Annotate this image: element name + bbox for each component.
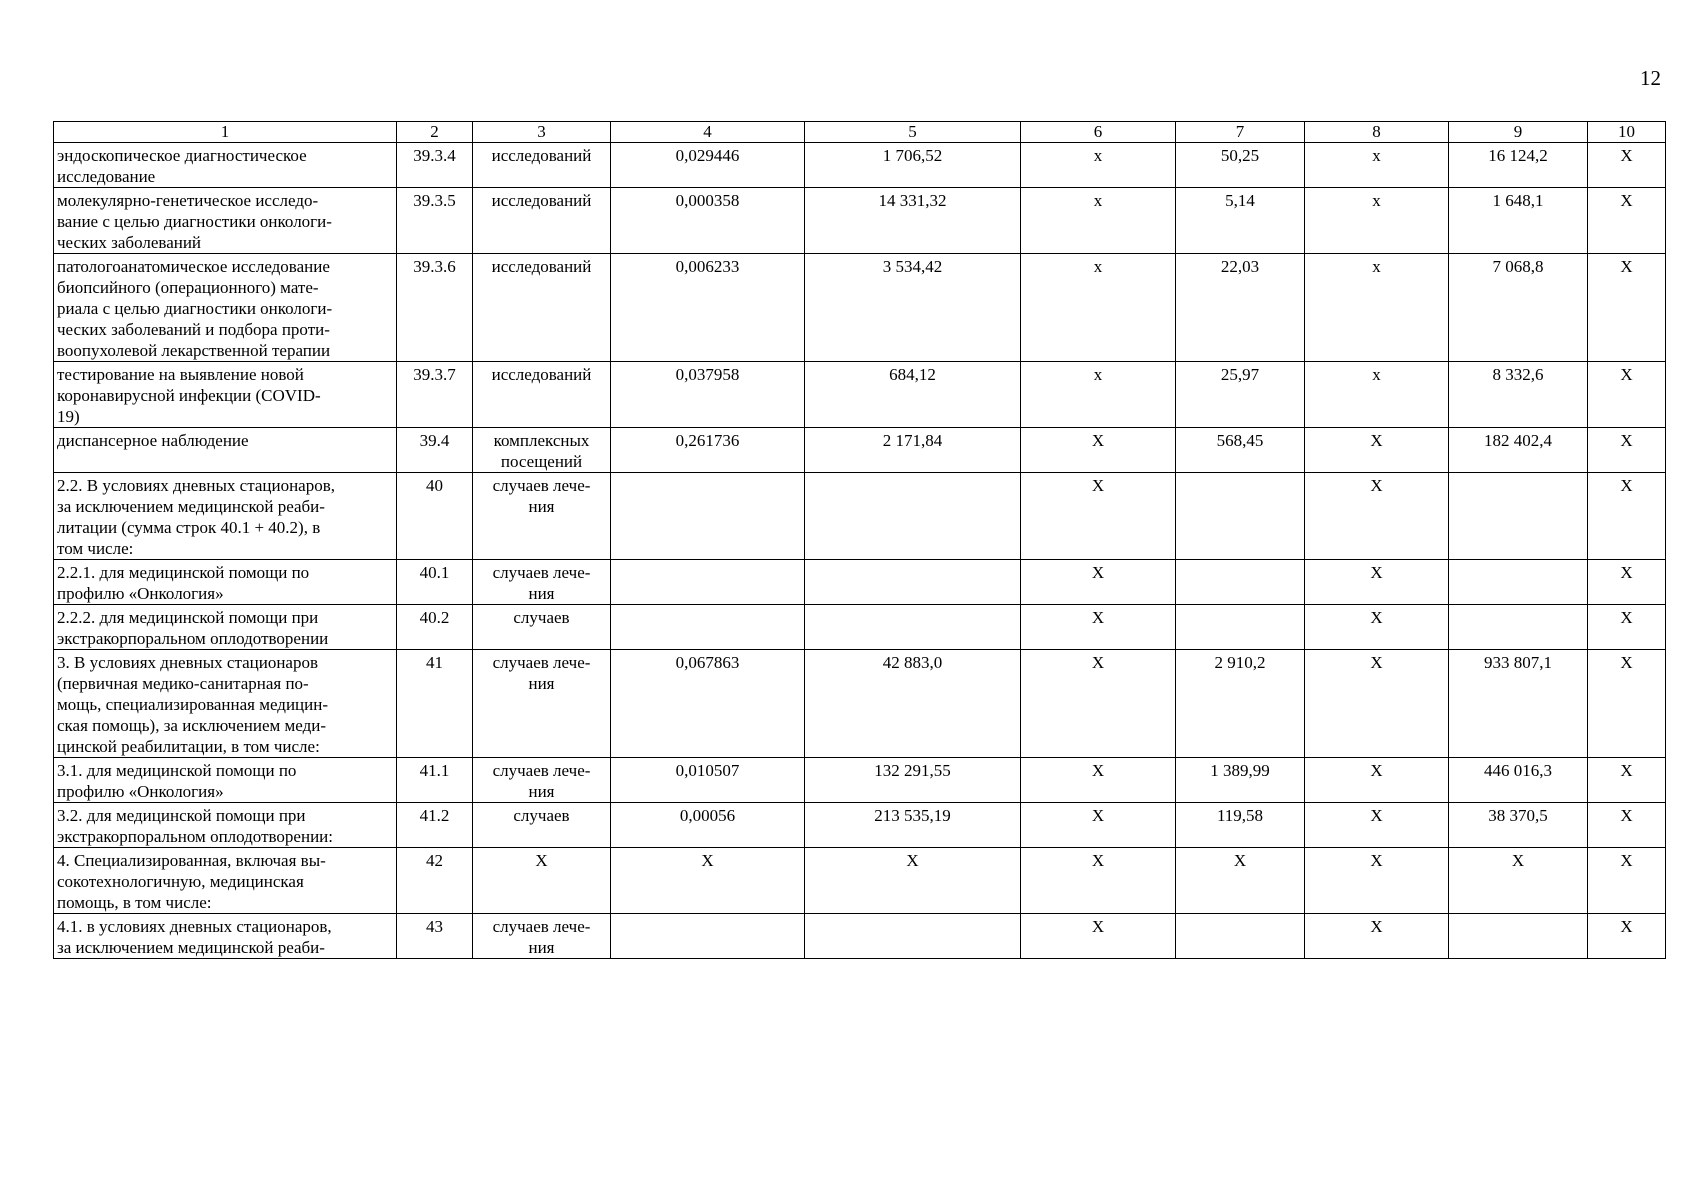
- table-cell-col-6: X: [1021, 803, 1176, 848]
- table-cell-col-4: 0,010507: [611, 758, 805, 803]
- table-row: [54, 428, 1666, 473]
- table-cell-col-4: 0,000358: [611, 188, 805, 254]
- table-cell-col-9: [1449, 473, 1588, 560]
- table-cell-col-7: 1 389,99: [1176, 758, 1305, 803]
- table-row: [54, 650, 1666, 758]
- page-number: 12: [1640, 66, 1661, 90]
- table-cell-col-6: x: [1021, 188, 1176, 254]
- table-row: [54, 188, 1666, 254]
- column-number-8: 8: [1305, 122, 1449, 143]
- table-cell-col-5: 1 706,52: [805, 143, 1021, 188]
- table-row: [54, 848, 1666, 914]
- table-cell-col-3: X: [473, 848, 611, 914]
- table-cell-col-4: [611, 914, 805, 959]
- table-cell-col-4: [611, 560, 805, 605]
- table-cell-col-3: случаев: [473, 803, 611, 848]
- row-label-cell: 4. Специализированная, включая вы- сокотехнологичную, медицинская помощь, в том числе:: [54, 848, 397, 914]
- table-cell-col-9: X: [1449, 848, 1588, 914]
- table-cell-col-8: X: [1305, 914, 1449, 959]
- table-cell-col-5: 14 331,32: [805, 188, 1021, 254]
- row-label-cell: 2.2.2. для медицинской помощи при экстракорпоральном оплодотворении: [54, 605, 397, 650]
- table-cell-col-7: [1176, 473, 1305, 560]
- table-cell-col-4: [611, 605, 805, 650]
- table-cell-col-5: 684,12: [805, 362, 1021, 428]
- table-cell-col-2: 40: [397, 473, 473, 560]
- column-number-2: 2: [397, 122, 473, 143]
- table-cell-col-2: 39.3.5: [397, 188, 473, 254]
- column-number-1: 1: [54, 122, 397, 143]
- table-cell-col-5: 213 535,19: [805, 803, 1021, 848]
- table-row: [54, 473, 1666, 560]
- table-cell-col-9: [1449, 605, 1588, 650]
- table-cell-col-10: X: [1588, 143, 1666, 188]
- table-cell-col-5: 2 171,84: [805, 428, 1021, 473]
- table-cell-col-5: [805, 605, 1021, 650]
- column-number-10: 10: [1588, 122, 1666, 143]
- table-cell-col-9: 933 807,1: [1449, 650, 1588, 758]
- table-cell-col-2: 42: [397, 848, 473, 914]
- table-row: [54, 560, 1666, 605]
- table-cell-col-9: 7 068,8: [1449, 254, 1588, 362]
- table-cell-col-6: x: [1021, 254, 1176, 362]
- table-cell-col-10: X: [1588, 428, 1666, 473]
- table-row: [54, 914, 1666, 959]
- table-row: [54, 803, 1666, 848]
- table-cell-col-10: X: [1588, 188, 1666, 254]
- table-cell-col-10: X: [1588, 803, 1666, 848]
- table-cell-col-8: x: [1305, 362, 1449, 428]
- table-cell-col-4: 0,037958: [611, 362, 805, 428]
- table-row: [54, 362, 1666, 428]
- table-cell-col-6: x: [1021, 143, 1176, 188]
- table-cell-col-10: X: [1588, 914, 1666, 959]
- table-cell-col-2: 41.1: [397, 758, 473, 803]
- table-cell-col-6: X: [1021, 650, 1176, 758]
- row-label-cell: 2.2. В условиях дневных стационаров, за исключением медицинской реаби- литации (сумма строк 40.1 + 40.2), в том числе:: [54, 473, 397, 560]
- table-cell-col-4: 0,029446: [611, 143, 805, 188]
- table-cell-col-3: исследований: [473, 254, 611, 362]
- table-cell-col-7: [1176, 914, 1305, 959]
- table-cell-col-8: X: [1305, 428, 1449, 473]
- table-cell-col-2: 43: [397, 914, 473, 959]
- table-cell-col-4: [611, 473, 805, 560]
- column-number-row: [54, 122, 1666, 143]
- column-number-4: 4: [611, 122, 805, 143]
- table-cell-col-8: x: [1305, 143, 1449, 188]
- table-cell-col-7: 22,03: [1176, 254, 1305, 362]
- table-cell-col-6: X: [1021, 605, 1176, 650]
- table-cell-col-8: X: [1305, 803, 1449, 848]
- table-cell-col-2: 41.2: [397, 803, 473, 848]
- table-cell-col-4: 0,067863: [611, 650, 805, 758]
- table-cell-col-7: 119,58: [1176, 803, 1305, 848]
- row-label-cell: патологоанатомическое исследование биопсийного (операционного) мате- риала с целью диагностики онкологи- ческих заболеваний и подбора проти- воопухолевой лекарственной терапии: [54, 254, 397, 362]
- row-label-cell: эндоскопическое диагностическое исследование: [54, 143, 397, 188]
- table-cell-col-8: X: [1305, 848, 1449, 914]
- table-row: [54, 758, 1666, 803]
- column-number-5: 5: [805, 122, 1021, 143]
- table-cell-col-3: исследований: [473, 143, 611, 188]
- table-cell-col-8: x: [1305, 254, 1449, 362]
- table-cell-col-7: [1176, 605, 1305, 650]
- table-cell-col-9: 38 370,5: [1449, 803, 1588, 848]
- table-row: [54, 254, 1666, 362]
- table-cell-col-3: случаев лече- ния: [473, 650, 611, 758]
- table-cell-col-6: x: [1021, 362, 1176, 428]
- table-cell-col-3: случаев лече- ния: [473, 914, 611, 959]
- table-cell-col-10: X: [1588, 362, 1666, 428]
- table-cell-col-3: случаев лече- ния: [473, 758, 611, 803]
- table-cell-col-5: [805, 914, 1021, 959]
- table-cell-col-8: X: [1305, 758, 1449, 803]
- table-cell-col-2: 40.2: [397, 605, 473, 650]
- column-number-6: 6: [1021, 122, 1176, 143]
- row-label-cell: 2.2.1. для медицинской помощи по профилю «Онкология»: [54, 560, 397, 605]
- table-row: [54, 605, 1666, 650]
- row-label-cell: диспансерное наблюдение: [54, 428, 397, 473]
- table-cell-col-4: 0,00056: [611, 803, 805, 848]
- table-cell-col-5: 3 534,42: [805, 254, 1021, 362]
- table-cell-col-10: X: [1588, 848, 1666, 914]
- table-cell-col-4: 0,006233: [611, 254, 805, 362]
- table-cell-col-8: X: [1305, 650, 1449, 758]
- table-cell-col-3: комплексных посещений: [473, 428, 611, 473]
- column-number-9: 9: [1449, 122, 1588, 143]
- table-cell-col-7: 568,45: [1176, 428, 1305, 473]
- table-cell-col-6: X: [1021, 428, 1176, 473]
- column-number-3: 3: [473, 122, 611, 143]
- table-cell-col-6: X: [1021, 473, 1176, 560]
- table-cell-col-2: 39.4: [397, 428, 473, 473]
- table-cell-col-3: случаев: [473, 605, 611, 650]
- table-cell-col-10: X: [1588, 560, 1666, 605]
- table-cell-col-9: 8 332,6: [1449, 362, 1588, 428]
- table-cell-col-5: [805, 560, 1021, 605]
- table-cell-col-9: 182 402,4: [1449, 428, 1588, 473]
- table-cell-col-10: X: [1588, 473, 1666, 560]
- table-body: [54, 122, 1666, 959]
- table-cell-col-5: 42 883,0: [805, 650, 1021, 758]
- table-cell-col-8: X: [1305, 560, 1449, 605]
- table-cell-col-3: исследований: [473, 362, 611, 428]
- table-cell-col-4: 0,261736: [611, 428, 805, 473]
- table-cell-col-5: X: [805, 848, 1021, 914]
- table-cell-col-7: 25,97: [1176, 362, 1305, 428]
- data-table: [53, 121, 1666, 959]
- table-cell-col-5: [805, 473, 1021, 560]
- table-cell-col-3: случаев лече- ния: [473, 560, 611, 605]
- table-cell-col-10: X: [1588, 758, 1666, 803]
- table-cell-col-7: 5,14: [1176, 188, 1305, 254]
- table-cell-col-6: X: [1021, 758, 1176, 803]
- table-cell-col-2: 39.3.4: [397, 143, 473, 188]
- table-cell-col-6: X: [1021, 848, 1176, 914]
- table-cell-col-3: исследований: [473, 188, 611, 254]
- table-cell-col-10: X: [1588, 254, 1666, 362]
- table-row: [54, 143, 1666, 188]
- table-cell-col-9: 446 016,3: [1449, 758, 1588, 803]
- table-cell-col-7: 2 910,2: [1176, 650, 1305, 758]
- table-cell-col-2: 39.3.6: [397, 254, 473, 362]
- table-cell-col-2: 41: [397, 650, 473, 758]
- row-label-cell: 3.1. для медицинской помощи по профилю «Онкология»: [54, 758, 397, 803]
- table-cell-col-8: x: [1305, 188, 1449, 254]
- table-cell-col-8: X: [1305, 473, 1449, 560]
- table-cell-col-2: 40.1: [397, 560, 473, 605]
- table-cell-col-7: [1176, 560, 1305, 605]
- table-cell-col-9: 16 124,2: [1449, 143, 1588, 188]
- table-cell-col-9: 1 648,1: [1449, 188, 1588, 254]
- table-cell-col-5: 132 291,55: [805, 758, 1021, 803]
- row-label-cell: молекулярно-генетическое исследо- вание с целью диагностики онкологи- ческих заболеваний: [54, 188, 397, 254]
- table-cell-col-7: X: [1176, 848, 1305, 914]
- table-cell-col-10: X: [1588, 650, 1666, 758]
- table-cell-col-4: X: [611, 848, 805, 914]
- row-label-cell: тестирование на выявление новой коронавирусной инфекции (COVID- 19): [54, 362, 397, 428]
- table-cell-col-2: 39.3.7: [397, 362, 473, 428]
- table-cell-col-9: [1449, 914, 1588, 959]
- table-cell-col-9: [1449, 560, 1588, 605]
- table-cell-col-7: 50,25: [1176, 143, 1305, 188]
- column-number-7: 7: [1176, 122, 1305, 143]
- row-label-cell: 3.2. для медицинской помощи при экстракорпоральном оплодотворении:: [54, 803, 397, 848]
- row-label-cell: 4.1. в условиях дневных стационаров, за исключением медицинской реаби-: [54, 914, 397, 959]
- table-cell-col-6: X: [1021, 914, 1176, 959]
- table-cell-col-3: случаев лече- ния: [473, 473, 611, 560]
- table-cell-col-6: X: [1021, 560, 1176, 605]
- table-cell-col-8: X: [1305, 605, 1449, 650]
- table-cell-col-10: X: [1588, 605, 1666, 650]
- row-label-cell: 3. В условиях дневных стационаров (первичная медико-санитарная по- мощь, специализированная медицин- ская помощь), за исключением меди- цинской реабилитации, в том числе:: [54, 650, 397, 758]
